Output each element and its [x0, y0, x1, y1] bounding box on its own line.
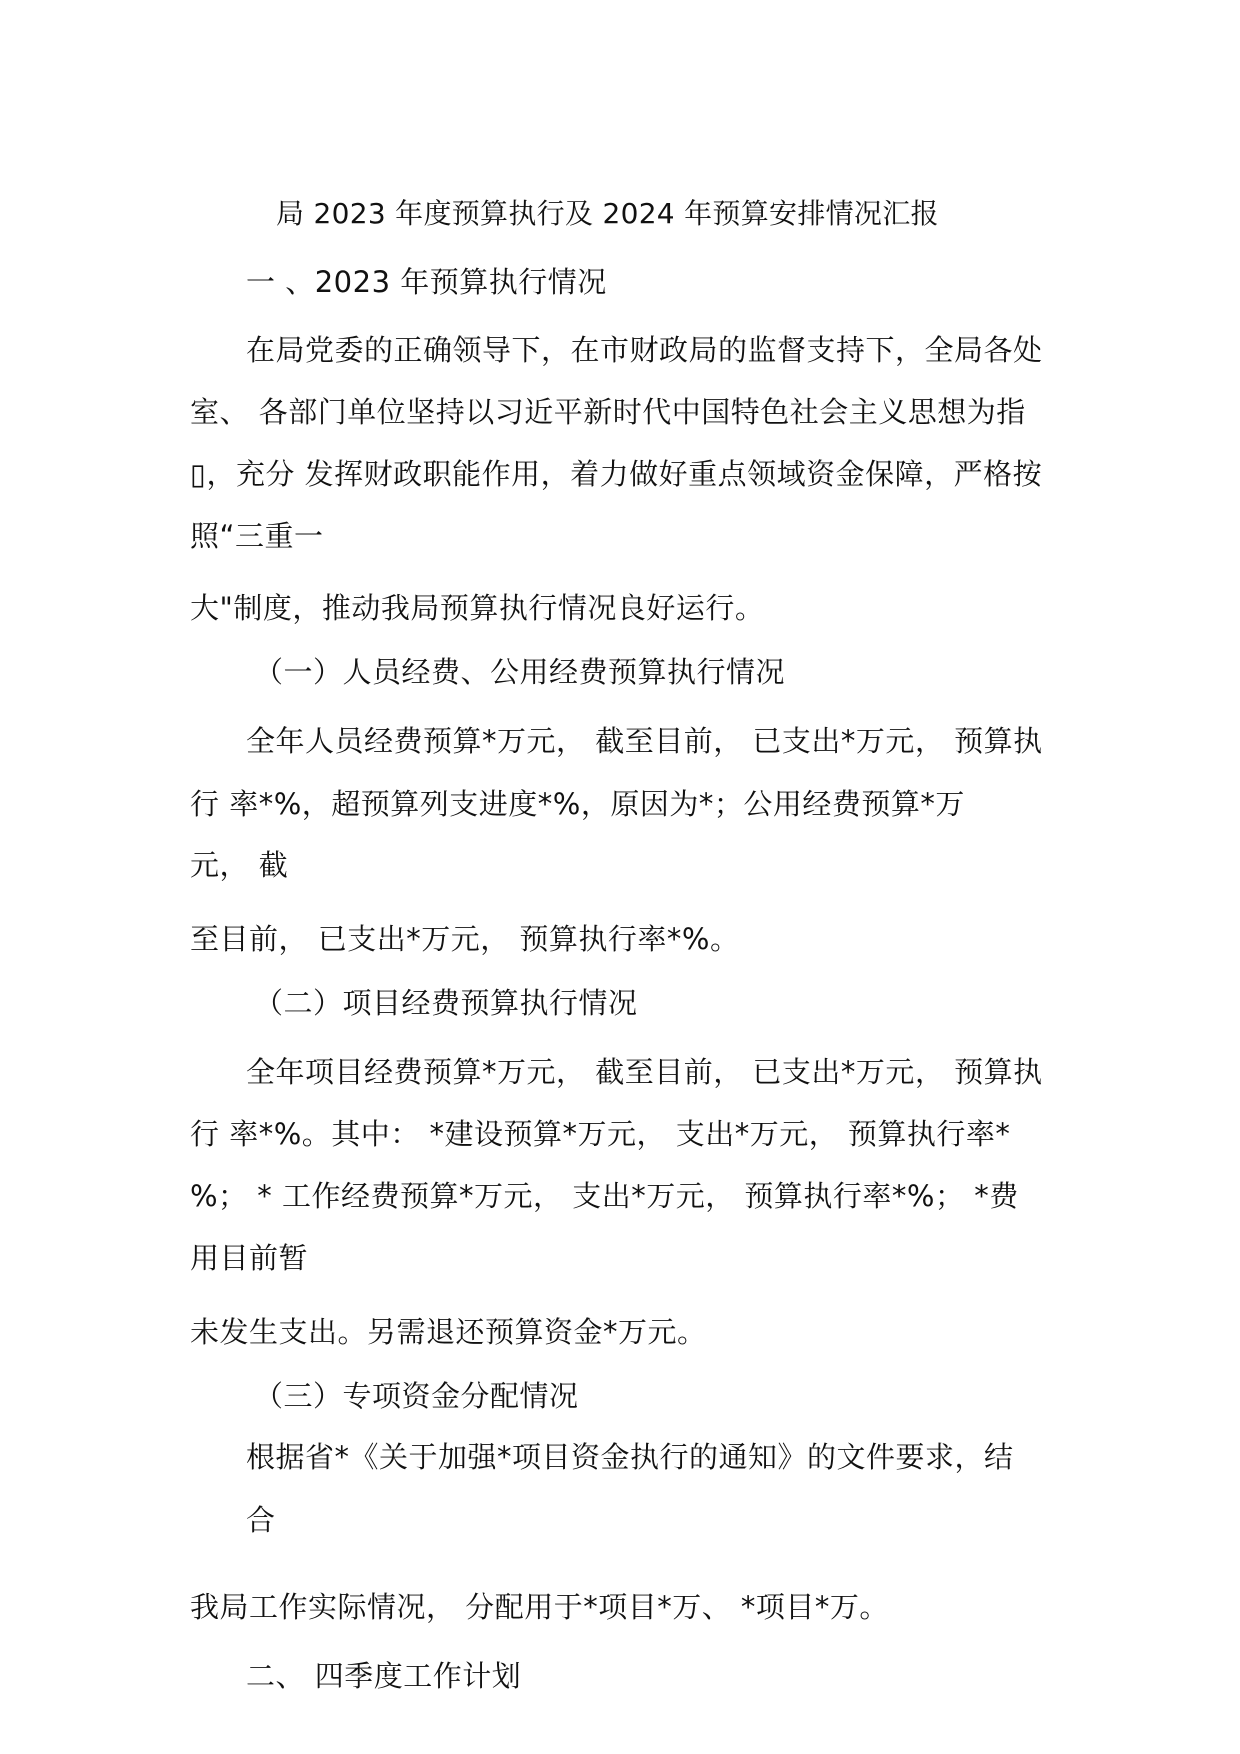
paragraph-line: ▯，充分 发挥财政职能作用，着力做好重点领域资金保障，严格按: [190, 457, 1043, 491]
subsection-heading-3: （三）专项资金分配情况: [254, 1379, 579, 1413]
paragraph-line: 照“三重一: [190, 519, 324, 553]
paragraph-line: 根据省*《关于加强*项目资金执行的通知》的文件要求，结: [246, 1440, 1014, 1474]
paragraph-line: 室、 各部门单位坚持以习近平新时代中国特色社会主义思想为指: [190, 395, 1026, 429]
section-heading-2: 二、 四季度工作计划: [246, 1659, 522, 1693]
subsection-heading-1: （一）人员经费、公用经费预算执行情况: [254, 655, 786, 689]
document-title: 局 2023 年度预算执行及 2024 年预算安排情况汇报: [276, 197, 939, 230]
paragraph-line: 我局工作实际情况， 分配用于*项目*万、 *项目*万。: [190, 1590, 889, 1624]
paragraph-line: 元， 截: [190, 848, 289, 882]
paragraph-line: 未发生支出。另需退还预算资金*万元。: [190, 1315, 707, 1349]
paragraph-line: 用目前暂: [190, 1241, 309, 1275]
paragraph-line: 全年人员经费预算*万元， 截至目前， 已支出*万元， 预算执: [246, 724, 1043, 758]
paragraph-line: 全年项目经费预算*万元， 截至目前， 已支出*万元， 预算执: [246, 1055, 1043, 1089]
subsection-heading-2: （二）项目经费预算执行情况: [254, 986, 638, 1020]
paragraph-line: 行 率*%，超预算列支进度*%，原因为*；公用经费预算*万: [190, 787, 965, 821]
section-heading-1: 一 、2023 年预算执行情况: [246, 265, 607, 299]
paragraph-line: 在局党委的正确领导下，在市财政局的监督支持下，全局各处: [246, 333, 1043, 367]
paragraph-line: 行 率*%。其中： *建设预算*万元， 支出*万元， 预算执行率*: [190, 1117, 1011, 1151]
paragraph-line: 大"制度，推动我局预算执行情况良好运行。: [190, 591, 765, 625]
paragraph-line: 合: [246, 1503, 276, 1537]
paragraph-line: 至目前， 已支出*万元， 预算执行率*%。: [190, 922, 740, 956]
paragraph-line: %； * 工作经费预算*万元， 支出*万元， 预算执行率*%； *费: [190, 1179, 1019, 1213]
